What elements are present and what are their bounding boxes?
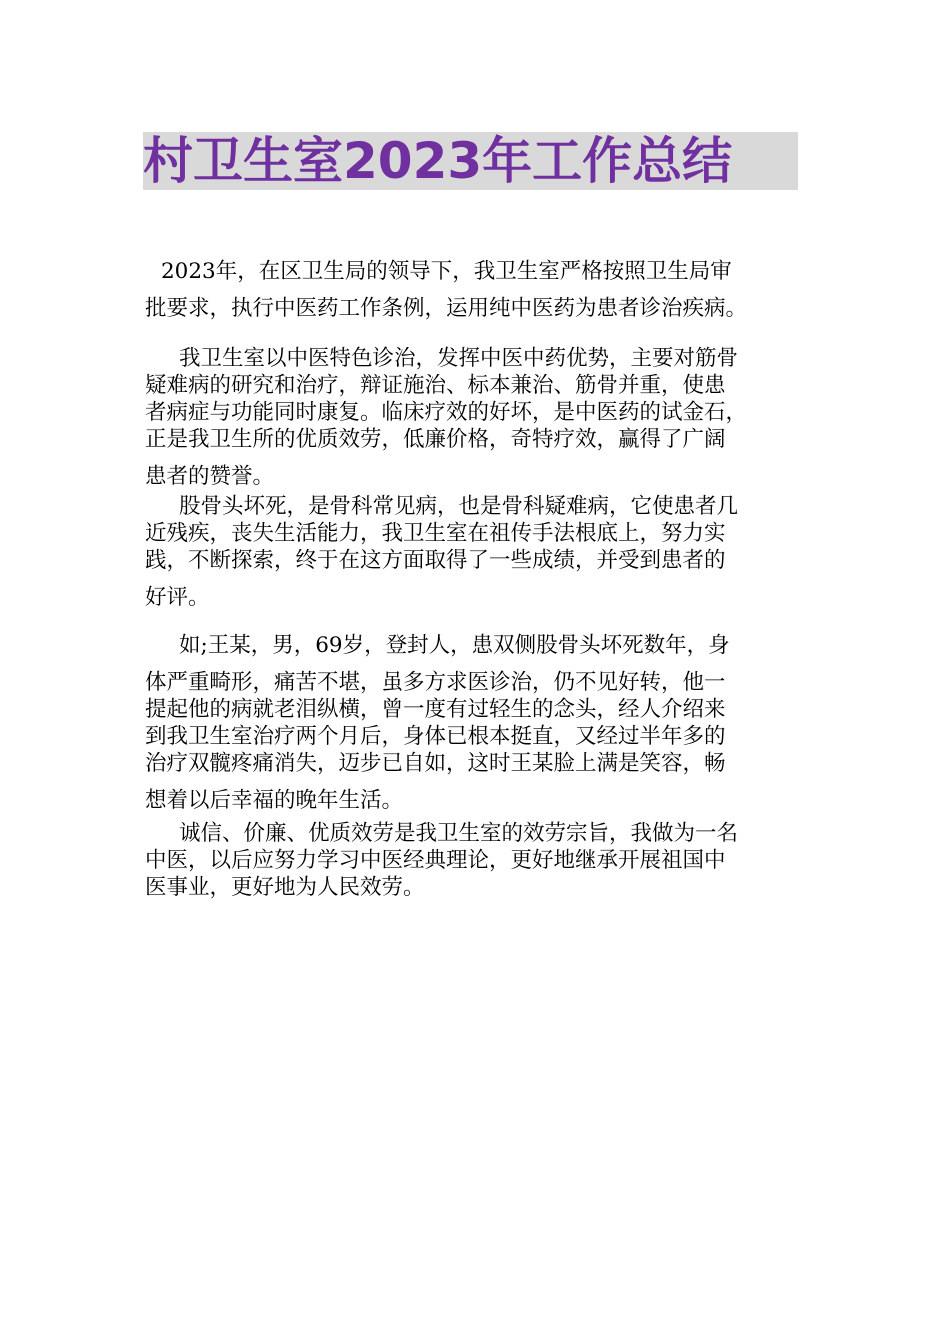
paragraph-4: [145, 632, 815, 814]
paragraph-5: [145, 820, 815, 901]
paragraph-line: 近残疾，丧失生活能力，我卫生室在祖传手法根底上，努力实: [145, 521, 726, 546]
paragraph-2: [145, 345, 815, 490]
paragraph-3: [145, 493, 815, 611]
paragraph-line: 提起他的病就老泪纵横，曾一度有过轻生的念头，经人介绍来: [145, 697, 726, 722]
paragraph-line: 治疗双髋疼痛消失，迈步已自如，这时王某脸上满是笑容，畅: [145, 751, 726, 776]
paragraph-line: 好评。: [145, 585, 210, 610]
paragraph-line: 到我卫生室治疗两个月后，身体已根本挺直，又经过半年多的: [145, 724, 726, 749]
paragraph-line: 者病症与功能同时康复。临床疗效的好坏，是中医药的试金石，: [145, 400, 748, 425]
paragraph-line: 患者的赞誉。: [145, 464, 275, 489]
paragraph-1: [145, 258, 815, 322]
paragraph-line: 正是我卫生所的优质效劳，低廉价格，奇特疗效，赢得了广阔: [145, 427, 726, 452]
paragraph-line: 股骨头坏死，是骨科常见病，也是骨科疑难病，它使患者几: [179, 494, 739, 519]
paragraph-line: 体严重畸形，痛苦不堪，虽多方求医诊治，仍不见好转，他一: [145, 670, 726, 695]
page-title: 村卫生室2023年工作总结: [143, 132, 733, 190]
paragraph-line: 2023年，在区卫生局的领导下，我卫生室严格按照卫生局审: [161, 259, 732, 284]
paragraph-line: 诚信、价廉、优质效劳是我卫生室的效劳宗旨，我做为一名: [179, 821, 739, 846]
paragraph-line: 践，不断探索，终于在这方面取得了一些成绩，并受到患者的: [145, 548, 726, 573]
paragraph-line: 中医，以后应努力学习中医经典理论，更好地继承开展祖国中: [145, 848, 726, 873]
paragraph-line: 医事业，更好地为人民效劳。: [145, 875, 425, 900]
paragraph-line: 我卫生室以中医特色诊治，发挥中医中药优势，主要对筋骨: [179, 346, 739, 371]
paragraph-line: 疑难病的研究和治疗，辩证施治、标本兼治、筋骨并重，使患: [145, 373, 726, 398]
paragraph-line: 想着以后幸福的晚年生活。: [145, 788, 404, 813]
paragraph-line: 批要求，执行中医药工作条例，运用纯中医药为患者诊治疾病。: [145, 296, 748, 321]
paragraph-line: 如;王某，男，69岁，登封人，患双侧股骨头坏死数年，身: [179, 633, 730, 658]
